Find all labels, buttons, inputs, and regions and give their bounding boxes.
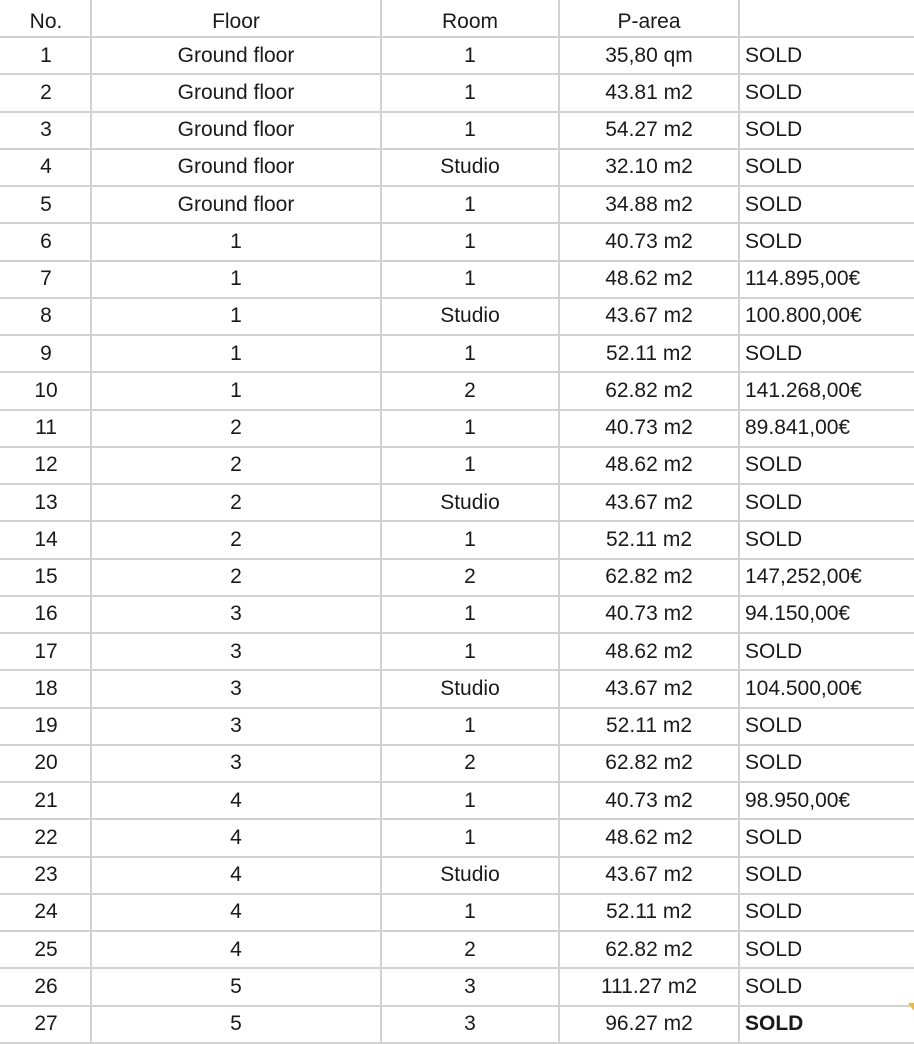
table-row: [1, 782, 914, 819]
table-row: [1, 447, 914, 484]
cell-no: 2: [1, 74, 91, 111]
cell-floor: Ground floor: [91, 186, 381, 223]
cell-no: 27: [1, 1006, 91, 1043]
table-row: [1, 857, 914, 894]
table-row: [1, 335, 914, 372]
cell-floor: 3: [91, 708, 381, 745]
cell-status: 100.800,00€: [739, 298, 914, 335]
cell-no: 3: [1, 112, 91, 149]
cell-status: SOLD: [739, 931, 914, 968]
cell-p-area: 52.11 m2: [559, 708, 739, 745]
cell-status: SOLD: [739, 447, 914, 484]
table-row: [1, 968, 914, 1005]
cell-p-area: 62.82 m2: [559, 745, 739, 782]
cell-p-area: 35,80 qm: [559, 37, 739, 74]
table-row: [1, 186, 914, 223]
cell-status: SOLD: [739, 335, 914, 372]
cell-no: 4: [1, 149, 91, 186]
cell-p-area: 48.62 m2: [559, 819, 739, 856]
cell-room: 2: [381, 931, 559, 968]
cell-status: 141.268,00€: [739, 372, 914, 409]
table-row: [1, 708, 914, 745]
cell-p-area: 62.82 m2: [559, 931, 739, 968]
header-p-area: P-area: [559, 0, 739, 37]
cell-no: 15: [1, 559, 91, 596]
table-row: [1, 1006, 914, 1043]
cell-p-area: 43.81 m2: [559, 74, 739, 111]
cell-floor: 1: [91, 372, 381, 409]
cell-no: 21: [1, 782, 91, 819]
table-row: [1, 74, 914, 111]
cell-floor: 3: [91, 633, 381, 670]
cell-floor: Ground floor: [91, 74, 381, 111]
cell-status: 104.500,00€: [739, 670, 914, 707]
table-body: [1, 37, 914, 1043]
cell-floor: 1: [91, 261, 381, 298]
cell-floor: 2: [91, 410, 381, 447]
cell-p-area: 52.11 m2: [559, 521, 739, 558]
cell-no: 18: [1, 670, 91, 707]
cell-status: SOLD: [739, 894, 914, 931]
cell-p-area: 48.62 m2: [559, 261, 739, 298]
table-row: [1, 745, 914, 782]
cell-status: SOLD: [739, 968, 914, 1005]
cell-p-area: 54.27 m2: [559, 112, 739, 149]
cell-no: 10: [1, 372, 91, 409]
cell-room: 1: [381, 74, 559, 111]
cell-no: 16: [1, 596, 91, 633]
cell-p-area: 43.67 m2: [559, 298, 739, 335]
table-row: [1, 521, 914, 558]
table-row: [1, 410, 914, 447]
cell-no: 11: [1, 410, 91, 447]
cell-no: 24: [1, 894, 91, 931]
cell-no: 19: [1, 708, 91, 745]
cell-floor: 4: [91, 894, 381, 931]
cell-no: 25: [1, 931, 91, 968]
cell-p-area: 34.88 m2: [559, 186, 739, 223]
cell-status: SOLD: [739, 149, 914, 186]
cell-room: Studio: [381, 670, 559, 707]
cell-status: SOLD: [739, 633, 914, 670]
table-row: [1, 484, 914, 521]
cell-room: 1: [381, 261, 559, 298]
cell-p-area: 32.10 m2: [559, 149, 739, 186]
cell-p-area: 62.82 m2: [559, 559, 739, 596]
cell-room: 1: [381, 521, 559, 558]
cell-floor: 1: [91, 335, 381, 372]
cell-status: 98.950,00€: [739, 782, 914, 819]
header-status: [739, 0, 914, 37]
cell-status: SOLD: [739, 37, 914, 74]
cell-no: 5: [1, 186, 91, 223]
cell-no: 20: [1, 745, 91, 782]
cell-p-area: 43.67 m2: [559, 857, 739, 894]
cell-p-area: 48.62 m2: [559, 633, 739, 670]
table-row: [1, 261, 914, 298]
cell-floor: 2: [91, 521, 381, 558]
cell-floor: 4: [91, 931, 381, 968]
cell-floor: 2: [91, 484, 381, 521]
cell-p-area: 52.11 m2: [559, 894, 739, 931]
cell-no: 13: [1, 484, 91, 521]
table-row: [1, 112, 914, 149]
cell-room: 2: [381, 372, 559, 409]
header-room: Room: [381, 0, 559, 37]
cell-room: 1: [381, 223, 559, 260]
cell-p-area: 43.67 m2: [559, 670, 739, 707]
cell-room: Studio: [381, 149, 559, 186]
table-row: [1, 633, 914, 670]
table-row: [1, 372, 914, 409]
cell-floor: 3: [91, 670, 381, 707]
table-row: [1, 559, 914, 596]
cell-status: 89.841,00€: [739, 410, 914, 447]
cell-room: 2: [381, 559, 559, 596]
cell-p-area: 62.82 m2: [559, 372, 739, 409]
cell-p-area: 43.67 m2: [559, 484, 739, 521]
cell-room: Studio: [381, 857, 559, 894]
cell-floor: 2: [91, 559, 381, 596]
cell-no: 22: [1, 819, 91, 856]
cell-no: 12: [1, 447, 91, 484]
table-row: [1, 596, 914, 633]
table-row: [1, 670, 914, 707]
cell-p-area: 40.73 m2: [559, 596, 739, 633]
cell-floor: 5: [91, 1006, 381, 1043]
table-row: [1, 894, 914, 931]
cell-p-area: 52.11 m2: [559, 335, 739, 372]
cell-room: 1: [381, 894, 559, 931]
cell-room: 1: [381, 335, 559, 372]
table-row: [1, 819, 914, 856]
cell-no: 17: [1, 633, 91, 670]
cell-room: 1: [381, 410, 559, 447]
cell-floor: 4: [91, 857, 381, 894]
cell-room: 1: [381, 37, 559, 74]
cell-room: 1: [381, 708, 559, 745]
cell-floor: Ground floor: [91, 149, 381, 186]
cell-status: 147,252,00€: [739, 559, 914, 596]
cell-status: SOLD: [739, 819, 914, 856]
cell-floor: 3: [91, 596, 381, 633]
cell-no: 26: [1, 968, 91, 1005]
cell-status: 114.895,00€: [739, 261, 914, 298]
cell-room: 1: [381, 782, 559, 819]
cell-status: SOLD: [739, 112, 914, 149]
table-row: [1, 298, 914, 335]
cell-status: SOLD: [739, 857, 914, 894]
cell-floor: 1: [91, 298, 381, 335]
table-row: [1, 149, 914, 186]
cell-no: 1: [1, 37, 91, 74]
cell-no: 23: [1, 857, 91, 894]
cell-room: 1: [381, 112, 559, 149]
table-row: [1, 37, 914, 74]
cell-room: 1: [381, 447, 559, 484]
cell-status: SOLD: [739, 74, 914, 111]
header-no: No.: [1, 0, 91, 37]
cell-status: SOLD: [739, 484, 914, 521]
cell-floor: 1: [91, 223, 381, 260]
cell-status: SOLD: [739, 745, 914, 782]
header-row: [1, 0, 914, 37]
cell-status: SOLD: [739, 1006, 914, 1043]
cell-status: SOLD: [739, 708, 914, 745]
cell-room: 1: [381, 186, 559, 223]
cell-no: 7: [1, 261, 91, 298]
cell-p-area: 40.73 m2: [559, 223, 739, 260]
header-floor: Floor: [91, 0, 381, 37]
cell-no: 8: [1, 298, 91, 335]
corner-marker-icon: [908, 1003, 914, 1011]
cell-room: 1: [381, 819, 559, 856]
cell-room: 3: [381, 968, 559, 1005]
cell-floor: Ground floor: [91, 37, 381, 74]
table-row: [1, 223, 914, 260]
cell-room: Studio: [381, 484, 559, 521]
cell-room: Studio: [381, 298, 559, 335]
cell-status: SOLD: [739, 186, 914, 223]
cell-floor: 4: [91, 819, 381, 856]
cell-room: 3: [381, 1006, 559, 1043]
cell-floor: 3: [91, 745, 381, 782]
cell-no: 6: [1, 223, 91, 260]
cell-room: 1: [381, 633, 559, 670]
cell-status: SOLD: [739, 223, 914, 260]
cell-room: 2: [381, 745, 559, 782]
cell-status: 94.150,00€: [739, 596, 914, 633]
cell-room: 1: [381, 596, 559, 633]
cell-p-area: 48.62 m2: [559, 447, 739, 484]
cell-p-area: 111.27 m2: [559, 968, 739, 1005]
cell-p-area: 96.27 m2: [559, 1006, 739, 1043]
cell-floor: 2: [91, 447, 381, 484]
cell-no: 14: [1, 521, 91, 558]
cell-p-area: 40.73 m2: [559, 410, 739, 447]
cell-floor: 5: [91, 968, 381, 1005]
cell-status: SOLD: [739, 521, 914, 558]
table-row: [1, 931, 914, 968]
cell-no: 9: [1, 335, 91, 372]
cell-floor: 4: [91, 782, 381, 819]
cell-p-area: 40.73 m2: [559, 782, 739, 819]
cell-floor: Ground floor: [91, 112, 381, 149]
